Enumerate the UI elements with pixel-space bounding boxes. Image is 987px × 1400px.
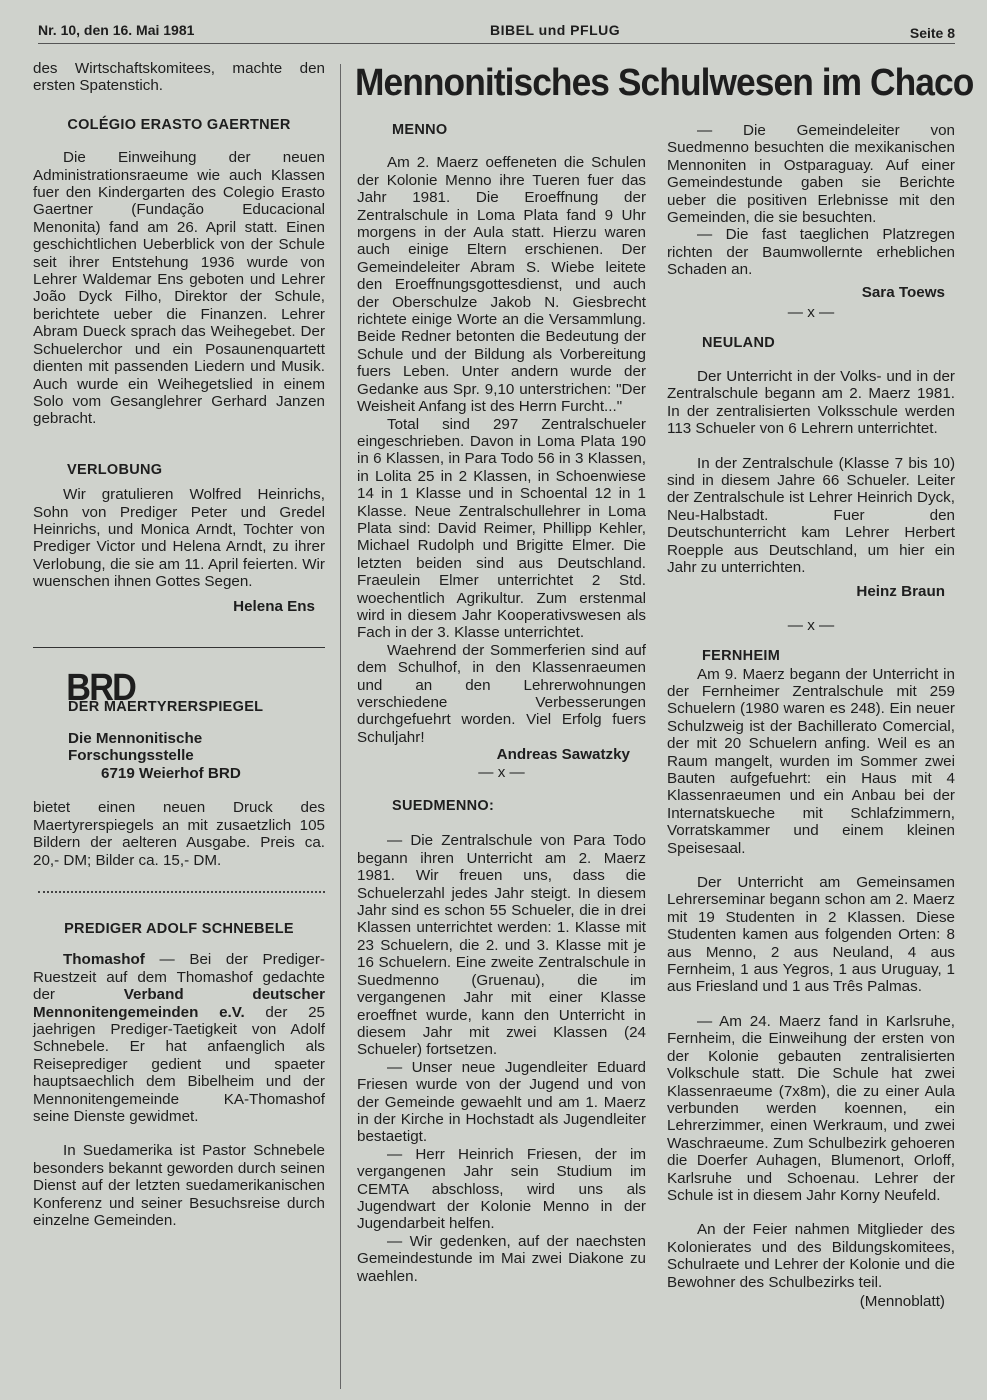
source-mennoblatt: (Mennoblatt) bbox=[859, 1292, 945, 1310]
left-column bbox=[33, 60, 325, 1229]
address-line-1: Die Mennonitische bbox=[68, 729, 203, 747]
signature-helena-ens: Helena Ens bbox=[233, 597, 315, 615]
section-title-schnebele: PREDIGER ADOLF SCHNEBELE bbox=[64, 920, 294, 937]
separator: — x — bbox=[787, 616, 835, 634]
address-line-3: 6719 Weierhof BRD bbox=[101, 764, 241, 782]
suedmenno-text-4: — Wir gedenken, auf der naechsten Gemeindestunde im Mai zwei Diakone zu waehlen. bbox=[357, 1232, 646, 1285]
right-column bbox=[667, 122, 955, 1310]
issue-date: Nr. 10, den 16. Mai 1981 bbox=[38, 22, 195, 38]
fernheim-text-1: Am 9. Maerz begann der Unterricht in der Fernheimer Zentralschule mit 259 Schuelern (1980 waren es 248). Ein neuer Schulzweig ist der Bachillerato Comercial, der mit 20 Schuelern anfing. Weil es an Raum mangelt, wurden im Sommer zwei Bauten aufgefuehrt: ein Haus mit 4 Klassenraeumen und ein Anbau bei der Internatskueche mit Schlafzimmern, Vorratskammer und einem kleinen Speisesaal. bbox=[667, 665, 955, 857]
verband-name: Verband deutscher Mennonitengemeinden e.V. bbox=[33, 986, 325, 1021]
section-title-fernheim: FERNHEIM bbox=[702, 648, 781, 665]
address-line-2: Forschungsstelle bbox=[68, 747, 194, 765]
signature-heinz-braun: Heinz Braun bbox=[856, 583, 945, 601]
fernheim-text-3: — Am 24. Maerz fand in Karlsruhe, Fernheim, die Einweihung der ersten von der Kolonie gebauten zentralisierten Volkschule statt. Die Schule hat zwei Klassenraeume (7x8m), die zu einer Aula verbunden werden koennen, ein Lehrerzimmer, einen Werkraum, und zwei Waschraeume. Zum Schulbezirk gehoeren die Doerfer Auhagen, Blumenort, Orloff, Karlsruhe und Schoenau. Lehrer der Schule ist in diesem Jahr Korny Neufeld. bbox=[667, 1012, 955, 1204]
suedmenno-text-2: — Unser neue Jugendleiter Eduard Friesen wurde von der Jugend und von der Gemeinde gewaehlt und am 1. Maerz in der Kirche in Hochstadt als Jugendleiter bestaetigt. bbox=[357, 1058, 646, 1146]
section-heading-brd: BRD bbox=[66, 666, 135, 709]
header-rule bbox=[38, 43, 955, 44]
fernheim-text-4: An der Feier nahmen Mitglieder des Kolonierates und des Bildungskomitees, Schulraete und Lehrer der Kolonie und die Bewohner des Schulbezirks teil. bbox=[667, 1221, 955, 1291]
section-title-neuland: NEULAND bbox=[702, 335, 775, 352]
section-title-verlobung: VERLOBUNG bbox=[67, 461, 163, 478]
verlobung-text: Wir gratulieren Wolfred Heinrichs, Sohn von Prediger Peter und Gredel Heinrichs, und Monica Arndt, Tochter von Prediger Victor und Helena Arndt, zu ihrer Verlobung, die sie am 11. April feierten. Wir wuenschen ihnen Gottes Segen. bbox=[33, 486, 325, 591]
neuland-text-2: In der Zentralschule (Klasse 7 bis 10) sind in diesem Jahre 66 Schueler. Leiter der Zentralschule ist Lehrer Heinrich Dyck, Neu-Halbstadt. Fuer den Deutschunterricht kam Lehrer Herbert Roepple aus Deutschland, um hier ein Jahr zu unterrichten. bbox=[667, 454, 955, 576]
page-number: Seite 8 bbox=[909, 25, 955, 41]
intro-text: des Wirtschaftskomitees, machte den ersten Spatenstich. bbox=[33, 60, 325, 95]
suedmenno-cont-text-1: — Die Gemeindeleiter von Suedmenno besuchten die mexikanischen Mennoniten in Ostparaguay. Auf einer Gemeindestunde gaben sie Berichte ueber die positiven Erlebnisse mit den Gemeinden, die sie besuchten. bbox=[667, 122, 955, 227]
neuland-text-1: Der Unterricht in der Volks- und in der Zentralschule begann am 2. Maerz 1981. In der zentralisierten Volksschule werden 113 Schueler von 6 Lehrern unterrichtet. bbox=[667, 367, 955, 438]
separator: — x — bbox=[787, 304, 835, 322]
separator: — x — bbox=[478, 763, 525, 781]
signature-andreas-sawatzky: Andreas Sawatzky bbox=[496, 746, 630, 764]
suedmenno-text-1: — Die Zentralschule von Para Todo begann ihren Unterricht am 2. Maerz 1981. Wir freuen uns, dass die Schuelerzahl jedes Jahr steigt. In diesem Jahr sind es schon 55 Schueler, die in drei Klassen unterrichtet werden: 1. Klasse mit 23 Schuelern, die 2. und 3. Klasse mit je 16 Schuelern. Eine zweite Zentralschule in Suedmenno (Gruenau), die im vergangenen Jahr mit einer Klasse eroeffnet wurde, kann den Unterricht in diesem Jahr mit zwei Klassen (24 Schueler) fortsetzen. bbox=[357, 832, 646, 1059]
menno-text-3: Waehrend der Sommerferien sind auf dem Schulhof, in den Klassenraeumen und an den Lehrerwohnungen verschiedene Verbesserungen durchgefuehrt worden. Viel Erfolg fuers Schuljahr! bbox=[357, 641, 646, 746]
colegio-text: Die Einweihung der neuen Administrationsraeume wie auch Klassen fuer den Kindergarten des Colegio Erasto Gaertner (Fundação Educacional Menonita) fand am 26. April statt. Einen geschichtlichen Ueberblick von der Schule seit ihrer Entstehung 1936 wurde von Lehrer Waldemar Ens geboten und Lehrer João Dyck Filho, Direktor der Schule, berichtete ueber die Finanzen. Lehrer Abram Dueck sprach das Weihegebet. Der Schuelerchor und ein Posaunenquartett dienten mit passenden Liedern und Musik. Auch wurde ein Weihegetslied in einem Solo vom Gesanglehrer Gerhard Janzen gebracht. bbox=[33, 149, 325, 428]
section-title-colegio: COLÉGIO ERASTO GAERTNER bbox=[67, 116, 291, 133]
section-title-menno: MENNO bbox=[392, 122, 448, 138]
maertyrerspiegel-text: bietet einen neuen Druck des Maertyrerspiegels an mit zusaetzlich 105 Bildern der aelteren Ausgabe. Preis ca. 20,- DM; Bilder ca. 15,- DM. bbox=[33, 799, 325, 869]
section-title-maertyrerspiegel: DER MAERTYRERSPIEGEL bbox=[68, 699, 264, 716]
fernheim-text-2: Der Unterricht am Gemeinsamen Lehrerseminar begann schon am 2. Maerz mit 19 Studenten in 2 Klassen. Diese Studenten kamen aus folgenden Orten: 8 aus Menno, 2 aus Neuland, 4 aus Fernheim, 1 aus Yegros, 1 aus Uruguay, 1 aus Friesland und 1 aus Três Palmas. bbox=[667, 874, 955, 996]
schnebele-text-2: In Suedamerika ist Pastor Schnebele besonders bekannt geworden durch seinen Dienst auf der letzten suedamerikanischen Konferenz und seiner Besuchsreise durch einzelne Gemeinden. bbox=[33, 1142, 325, 1229]
suedmenno-text-3: — Herr Heinrich Friesen, der im vergangenen Jahr sein Studium im CEMTA abschloss, wird uns als Jugendwart der Kolonie Menno in der Jugendarbeit helfen. bbox=[357, 1145, 646, 1233]
menno-text-1: Am 2. Maerz oeffeneten die Schulen der Kolonie Menno ihre Tueren fuer das Jahr 1981. Die Eroeffnung der Zentralschule in Loma Plata fand 9 Uhr morgens in der Aula statt. Hierzu waren auch einige Eltern erschienen. Der Gemeindeleiter Abram S. Wiebe leitete den Eroeffnungsgottesdienst, und auch der Oberschulze Jakob N. Giesbrecht richtete einige Worte an die Versammlung. Beide Redner betonten die Bedeutung der Schule und der Bildung als Vorbereitung fuers Leben. Unter andern wurde der Gedanke aus Spr. 9,10 unterstrichen: "Der Weisheit Anfang ist des Herrn Furcht..." bbox=[357, 154, 646, 416]
newspaper-name: BIBEL und PFLUG bbox=[490, 22, 621, 38]
suedmenno-cont-text-2: — Die fast taeglichen Platzregen richten der Baumwollernte erheblichen Schaden an. bbox=[667, 226, 955, 279]
address-block bbox=[33, 730, 325, 783]
signature-sara-toews: Sara Toews bbox=[861, 283, 945, 301]
menno-text-2: Total sind 297 Zentralschueler eingeschrieben. Davon in Loma Plata 190 in 6 Klassen, in Para Todo 56 in 3 Klassen, in Lolita 25 in 2 Klassen, in Schoenwiese 14 in 1 Klasse und in Schoental 12 in 1 Klasse. Neue Zentralschullehrer in Loma Plata sind: David Reimer, Phillipp Kehler, Michael Rudolph und Brigitte Elmer. Die letzten beiden sind aus Deutschland. Fraeulein Elmer unterrichtet 2 Std. woechentlich Agrikultur. Zum erstenmal wird in diesem Jahr Kooperativswesen als Fach in der 3. Klasse unterrichtet. bbox=[357, 415, 646, 642]
section-title-suedmenno: SUEDMENNO: bbox=[392, 798, 495, 815]
schnebele-text: Thomashof — Bei der Prediger-Ruestzeit auf dem Thomashof gedachte der Verband deutscher Mennonitengemeinden e.V. der 25 jaehrigen Prediger-Taetigkeit von Adolf Schnebele. Er hat anfaenglich als Reiseprediger gedient und spaeter hauptsaechlich dem Bibelheim und der Mennonitengemeinde KA-Thomashof seine Dienste gewidmet. bbox=[33, 951, 325, 1125]
article-title: Mennonitisches Schulwesen im Chaco bbox=[355, 62, 974, 104]
middle-column bbox=[357, 122, 646, 1285]
schnebele-lead: Thomashof bbox=[63, 951, 145, 969]
column-divider bbox=[340, 64, 341, 1389]
